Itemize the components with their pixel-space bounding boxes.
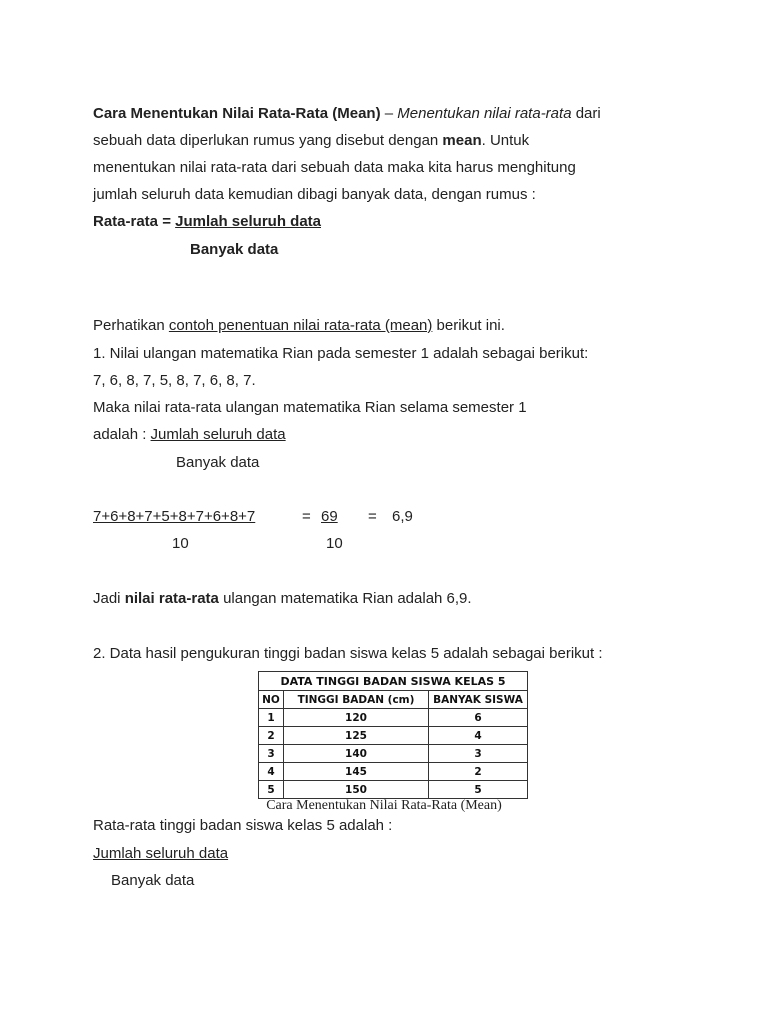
intro-italic: Menentukan nilai rata-rata xyxy=(397,105,572,122)
table-cell-no: 3 xyxy=(259,745,284,763)
conclusion-post: ulangan matematika Rian adalah 6,9. xyxy=(218,590,472,607)
table-caption: Cara Menentukan Nilai Rata-Rata (Mean) xyxy=(266,798,502,813)
table-cell-no: 1 xyxy=(259,709,284,727)
intro-title: Cara Menentukan Nilai Rata-Rata (Mean) xyxy=(93,105,381,122)
table-header-no: NO xyxy=(259,691,284,709)
intro-line-4: jumlah seluruh data kemudian dibagi banyak data, dengan rumus : xyxy=(93,186,536,203)
table-header-height: TINGGI BADAN (cm) xyxy=(284,691,429,709)
formula-label: Rata-rata = xyxy=(93,213,176,230)
table-header-row xyxy=(259,691,528,709)
table-cell-no: 5 xyxy=(259,781,284,799)
example1-denominator-1: 10 xyxy=(172,535,189,552)
intro-line-2-pre: sebuah data diperlukan rumus yang disebut dengan xyxy=(93,132,443,149)
table-cell-no: 4 xyxy=(259,763,284,781)
example-intro xyxy=(93,317,505,335)
table-cell-count: 2 xyxy=(429,763,528,781)
intro-line-2-post: . Untuk xyxy=(481,132,530,149)
example2-line-2: Rata-rata tinggi badan siswa kelas 5 adalah : xyxy=(93,817,393,834)
example1-line-1: 1. Nilai ulangan matematika Rian pada semester 1 adalah sebagai berikut: xyxy=(93,345,589,362)
table-row xyxy=(259,763,528,781)
table-cell-count: 3 xyxy=(429,745,528,763)
example2-denominator: Banyak data xyxy=(111,872,195,889)
example1-line-4 xyxy=(93,426,286,444)
table-title-row xyxy=(259,672,528,691)
table-cell-count: 6 xyxy=(429,709,528,727)
intro-line-3: menentukan nilai rata-rata dari sebuah data maka kita harus menghitung xyxy=(93,159,576,176)
example1-conclusion xyxy=(93,590,472,608)
table-title: DATA TINGGI BADAN SISWA KELAS 5 xyxy=(259,672,528,691)
example-intro-post: berikut ini. xyxy=(432,317,505,334)
formula-line xyxy=(93,213,321,231)
example1-line-4-pre: adalah : xyxy=(93,426,151,443)
table-cell-height: 120 xyxy=(284,709,429,727)
example1-numerator: Jumlah seluruh data xyxy=(150,426,286,443)
table-cell-height: 145 xyxy=(284,763,429,781)
example1-values: 7, 6, 8, 7, 5, 8, 7, 6, 8, 7. xyxy=(93,372,256,389)
intro-mean-bold: mean xyxy=(442,132,482,149)
table-cell-count: 4 xyxy=(429,727,528,745)
table-cell-count: 5 xyxy=(429,781,528,799)
intro-line-1 xyxy=(93,105,601,123)
formula-denominator: Banyak data xyxy=(190,241,279,258)
example1-result: 6,9 xyxy=(392,508,413,525)
example2-line-1: 2. Data hasil pengukuran tinggi badan siswa kelas 5 adalah sebagai berikut : xyxy=(93,645,603,662)
example-intro-link: contoh penentuan nilai rata-rata (mean) xyxy=(168,317,433,334)
height-data-table xyxy=(258,671,528,799)
example1-denominator: Banyak data xyxy=(176,454,260,471)
table-cell-height: 140 xyxy=(284,745,429,763)
table-header-count: BANYAK SISWA xyxy=(429,691,528,709)
example-intro-pre: Perhatikan xyxy=(93,317,169,334)
table-cell-no: 2 xyxy=(259,727,284,745)
table-row xyxy=(259,745,528,763)
table-cell-height: 150 xyxy=(284,781,429,799)
example1-sum-expression: 7+6+8+7+5+8+7+6+8+7 xyxy=(93,508,256,525)
conclusion-pre: Jadi xyxy=(93,590,125,607)
conclusion-bold: nilai rata-rata xyxy=(124,590,219,607)
example1-equals-2: = xyxy=(368,508,377,525)
intro-dash: – xyxy=(380,105,398,122)
formula-numerator: Jumlah seluruh data xyxy=(175,213,321,230)
example1-line-3: Maka nilai rata-rata ulangan matematika Rian selama semester 1 xyxy=(93,399,527,416)
example2-numerator: Jumlah seluruh data xyxy=(93,845,229,862)
table-cell-height: 125 xyxy=(284,727,429,745)
example1-sum-value: 69 xyxy=(321,508,338,525)
table-row xyxy=(259,781,528,799)
intro-after-italic: dari xyxy=(571,105,601,122)
table-row xyxy=(259,727,528,745)
table-row xyxy=(259,709,528,727)
intro-line-2 xyxy=(93,132,529,150)
example1-equals-1: = xyxy=(302,508,311,525)
example1-denominator-2: 10 xyxy=(326,535,343,552)
